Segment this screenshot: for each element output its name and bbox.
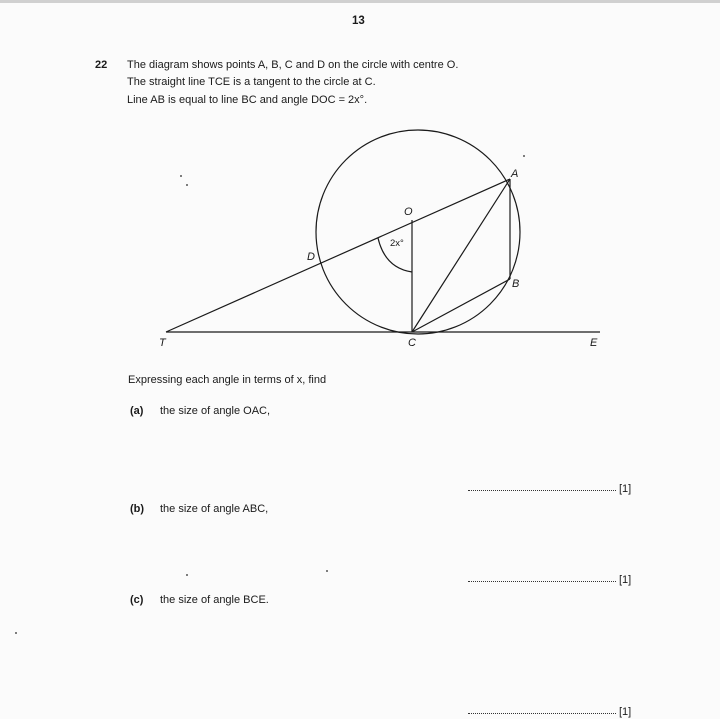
- scan-speck: [523, 155, 525, 157]
- label-c: C: [408, 337, 416, 349]
- label-d: D: [307, 251, 315, 263]
- part-c-answer-line[interactable]: [468, 713, 616, 714]
- part-b-marks: [1]: [619, 574, 632, 586]
- part-c-marks: [1]: [619, 706, 632, 718]
- circle: [316, 130, 520, 334]
- part-c-label: (c): [130, 594, 144, 606]
- scan-speck: [186, 574, 188, 576]
- line-ta: [166, 179, 510, 332]
- chord-ac: [412, 179, 510, 332]
- part-a-label: (a): [130, 405, 144, 417]
- scan-speck: [180, 175, 182, 177]
- question-stem-line-2: The straight line TCE is a tangent to the circle at C.: [127, 76, 376, 88]
- scan-speck: [326, 570, 328, 572]
- label-b: B: [512, 278, 520, 290]
- scan-speck: [15, 632, 17, 634]
- label-t: T: [159, 337, 166, 349]
- part-b-label: (b): [130, 503, 145, 515]
- part-a-text: the size of angle OAC,: [160, 405, 271, 417]
- part-a-marks: [1]: [619, 483, 632, 495]
- label-e: E: [590, 337, 598, 349]
- part-a-answer-line[interactable]: [468, 490, 616, 491]
- part-c-text: the size of angle BCE.: [160, 594, 269, 606]
- part-b-text: the size of angle ABC,: [160, 503, 269, 515]
- angle-label-2x: 2x°: [390, 238, 404, 249]
- label-o: O: [404, 206, 413, 218]
- part-b-answer-line[interactable]: [468, 581, 616, 582]
- question-stem-line-3: Line AB is equal to line BC and angle DOC = 2x°.: [127, 94, 368, 106]
- question-number: 22: [95, 59, 108, 71]
- question-stem-line-1: The diagram shows points A, B, C and D on the circle with centre O.: [127, 59, 459, 71]
- page-number: 13: [352, 15, 365, 27]
- label-a: A: [511, 168, 519, 180]
- scan-speck: [186, 184, 188, 186]
- instruction-text: Expressing each angle in terms of x, find: [128, 374, 327, 386]
